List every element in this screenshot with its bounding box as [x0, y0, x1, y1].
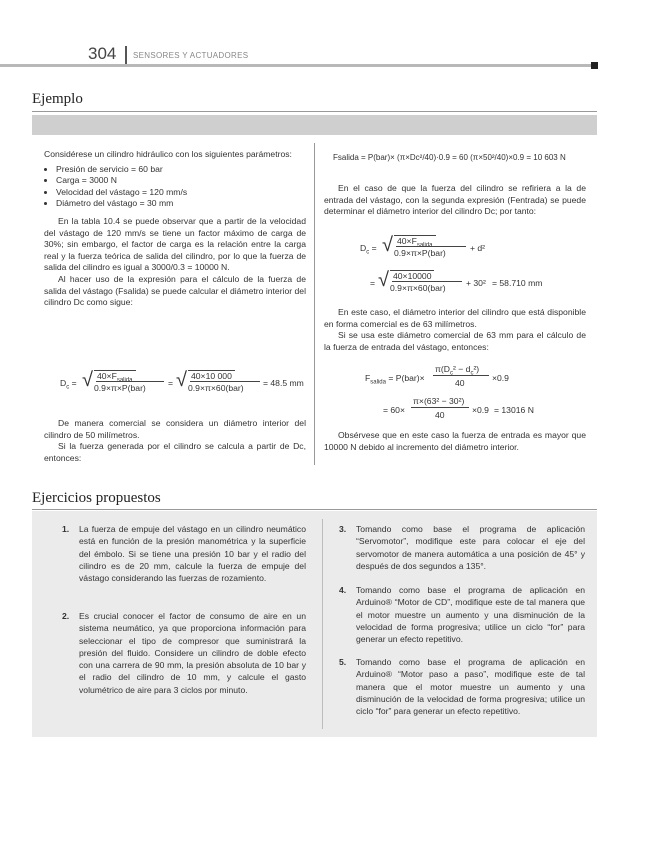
equation-fsalida: Fsalida = P(bar)× (π×Dc²/40)·0.9 = 60 (π×50²/40)×0.9 = 10 603 N	[333, 153, 566, 162]
intro-text: Considérese un cilindro hidráulico con los siguientes parámetros:	[44, 149, 292, 159]
left-column	[44, 149, 306, 309]
list-item: • Presión de servicio = 60 bar	[56, 164, 306, 176]
exercise-text: Tomando como base el programa de aplicación “Servomotor”, modifique este para colocar el eje del servomotor de manera automática a una posición de 45° y después de dos segundos a 135°.	[356, 524, 585, 571]
exercise-item	[62, 523, 306, 598]
exercise-text: Tomando como base el programa de aplicación en Arduino® “Motor paso a paso”, modifique este de tal manera que el motor muestre un aumento y una disminución de la velocidad de forma progresiva; utilice un ciclo “for” para generar un efecto repetitivo.	[356, 657, 585, 717]
page-number: 304	[88, 44, 117, 63]
page-header	[88, 44, 597, 66]
paragraph: Si la fuerza generada por el cilindro se calcula a partir de Dc, entonces:	[44, 441, 306, 463]
header-rule	[0, 64, 596, 67]
column-divider	[314, 143, 315, 465]
paragraph: Al hacer uso de la expresión para el cálculo de la fuerza de salida del vástago (Fsalida) se puede calcular el diámetro interior del cilindro Dc como sigue:	[44, 273, 306, 308]
paragraph: De manera comercial se considera un diámetro interior del cilindro de 50 milímetros.	[44, 418, 306, 440]
equation-result: = 13016 N	[494, 405, 534, 415]
exercise-text: La fuerza de empuje del vástago en un cilindro neumático está en función de la presión manométrica y la superficie del émbolo. Si se tiene una presión 10 bar y el radio del cilindro es de 20 mm, calcule la fuerza de empuje del vástago considerando las fuerzas de rozamiento.	[79, 524, 306, 584]
parameter-list	[44, 164, 306, 210]
list-item: • Diámetro del vástago = 30 mm	[56, 198, 306, 210]
exercise-number: 1.	[62, 524, 70, 534]
exercise-text: Tomando como base el programa de aplicación en Arduino® “Motor de CD”, modifique este de tal manera que el motor muestre un aumento y una disminución de la velocidad de forma progresiva; utilice un ciclo “for” para generar un efecto repetitivo.	[356, 585, 585, 645]
header-square	[591, 62, 598, 69]
example-heading: Ejemplo	[32, 91, 83, 107]
exercise-item	[339, 584, 585, 648]
equation-result: = 58.710 mm	[492, 278, 543, 288]
left-column-tail	[44, 418, 306, 464]
header-divider	[125, 46, 127, 64]
running-title: SENSORES Y ACTUADORES	[133, 51, 249, 60]
equation-result: = 48.5 mm	[263, 378, 304, 388]
paragraph: Obsérvese que en este caso la fuerza de entrada es mayor que 10000 N debido al incremento del diámetro interior.	[324, 430, 586, 452]
exercise-item	[62, 610, 306, 710]
paragraph: En este caso, el diámetro interior del cilindro que está disponible en forma comercial es de 63 milímetros.	[324, 307, 586, 329]
paragraph: En el caso de que la fuerza del cilindro se refiriera a la de entrada del vástago, con la segunda expresión (Fentrada) se puede determinar el diámetro interior del cilindro Dc; por tanto:	[324, 183, 586, 217]
list-item: • Velocidad del vástago = 120 mm/s	[56, 187, 306, 199]
exercise-text: Es crucial conocer el factor de consumo de aire en un sistema neumático, ya que proporciona información para seleccionar el tipo de compresor que suministrará la presión del fluido. Considere un cilindro de doble efecto con una carrera de 90 mm, la presión absoluta de 10 bar y el radio del cilindro de 10 mm, y calcule el gasto volumétrico de aire para 3 ciclos por minuto.	[79, 611, 306, 695]
exercise-item	[339, 656, 585, 720]
exercises-heading: Ejercicios propuestos	[32, 490, 161, 506]
exercise-number: 2.	[62, 611, 70, 621]
exercises-divider	[322, 519, 323, 729]
right-para-3	[324, 430, 586, 453]
right-para-2	[324, 307, 586, 353]
paragraph: Si se usa este diámetro comercial de 63 mm para el cálculo de la fuerza de entrada del vástago, entonces:	[324, 330, 586, 352]
exercise-number: 5.	[339, 657, 347, 667]
right-para-1	[324, 183, 586, 218]
example-band	[32, 115, 597, 135]
list-item: • Carga = 3000 N	[56, 175, 306, 187]
exercise-number: 4.	[339, 585, 347, 595]
exercise-item	[339, 523, 585, 575]
paragraph: En la tabla 10.4 se puede observar que a partir de la velocidad del vástago de 120 mm/s se tiene un factor máximo de carga de 30%; sin embargo, el factor de carga es la relación entre la carga real y la fuerza teórica de salida del cilindro, por lo que la fuerza de salida del cilindro es igual a 3000/0.3 = 10000 N.	[44, 215, 306, 273]
example-heading-rule	[32, 111, 597, 112]
exercises-heading-rule	[32, 509, 597, 510]
exercise-number: 3.	[339, 524, 347, 534]
